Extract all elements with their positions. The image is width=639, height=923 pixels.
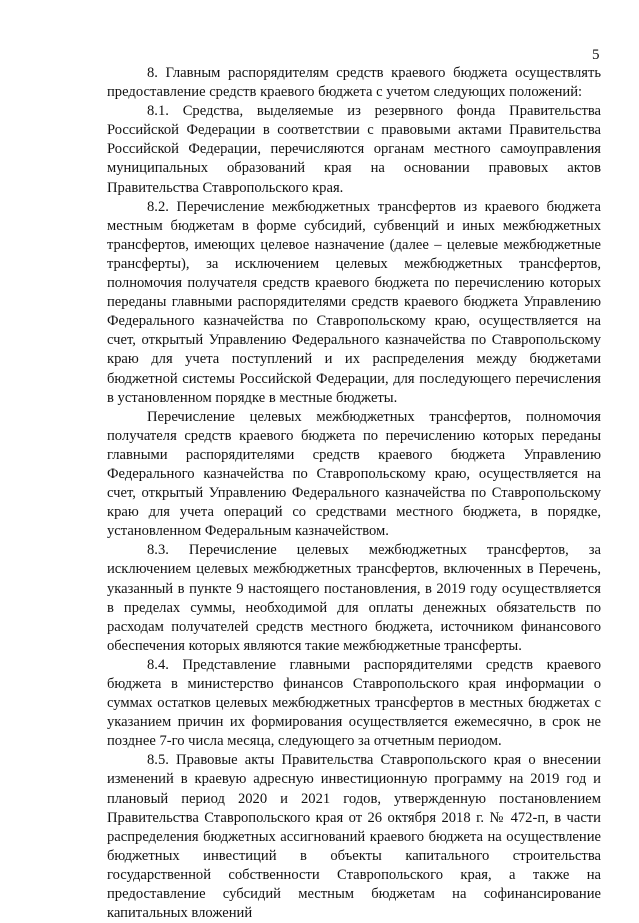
paragraph-8-2: 8.2. Перечисление межбюджетных трансфертов из краевого бюджета местным бюджетам в форме субсидий, субвенций и иных межбюджетных трансфертов, имеющих целевое назначение (далее – целевые межбюджетные трансферты), за исключением целевых межбюджетных трансфертов, полномочия получателя средств краевого бюджета по перечислению которых переданы главными распорядителями средств краевого бюджета Управлению Федерального казначейства по Ставропольскому краю, осуществляется на счет, открытый Управлению Федерального казначейства по Ставропольскому краю для учета поступлений и их распределения между бюджетами бюджетной системы Российской Федерации, для последующего перечисления в установленном порядке в местные бюджеты. xyxy=(107,198,601,406)
paragraph-8-5: 8.5. Правовые акты Правительства Ставропольского края о внесении изменений в краевую адресную инвестиционную программу на 2019 год и плановый период 2020 и 2021 годов, утвержденную постановлением Правительства Ставропольского края от 26 октября 2018 г. № 472-п, в части распределения бюджетных ассигнований краевого бюджета на осуществление бюджетных инвестиций в объекты капитального строительства государственной собственности Ставропольского края, а также на предоставление субсидий местным бюджетам на софинансирование капитальных вложений xyxy=(107,752,601,922)
paragraph-8-3: 8.3. Перечисление целевых межбюджетных трансфертов, за исключением целевых межбюджетных трансфертов, включенных в Перечень, указанный в пункте 9 настоящего постановления, в 2019 году осуществляется в пределах суммы, необходимой для оплаты денежных обязательств по расходам получателей средств местного бюджета, источником финансового обеспечения которых являются такие межбюджетные трансферты. xyxy=(107,542,601,654)
document-body xyxy=(107,64,601,923)
paragraph-8-2-continued: Перечисление целевых межбюджетных трансфертов, полномочия получателя средств краевого бюджета по перечислению которых переданы главными распорядителями средств краевого бюджета Управлению Федерального казначейства по Ставропольскому краю, осуществляется на счет, открытый Управлению Федерального казначейства по Ставропольскому краю для учета операций со средствами местного бюджета, в порядке, установленном Федеральным казначейством. xyxy=(107,408,601,540)
paragraph-8: 8. Главным распорядителям средств краевого бюджета осуществлять предоставление средств краевого бюджета с учетом следующих положений: xyxy=(107,65,601,101)
paragraph-8-4: 8.4. Представление главными распорядителями средств краевого бюджета в министерство финансов Ставропольского края информации о суммах остатков целевых межбюджетных трансфертов в местных бюджетах с указанием причин их формирования осуществляется ежемесячно, в срок не позднее 7-го числа месяца, следующего за отчетным периодом. xyxy=(107,656,601,750)
paragraph-8-1: 8.1. Средства, выделяемые из резервного фонда Правительства Российской Федерации в соответствии с правовыми актами Правительства Российской Федерации, перечисляются органам местного самоуправления муниципальных образований края на основании правовых актов Правительства Ставропольского края. xyxy=(107,103,601,196)
page-number: 5 xyxy=(592,47,600,63)
